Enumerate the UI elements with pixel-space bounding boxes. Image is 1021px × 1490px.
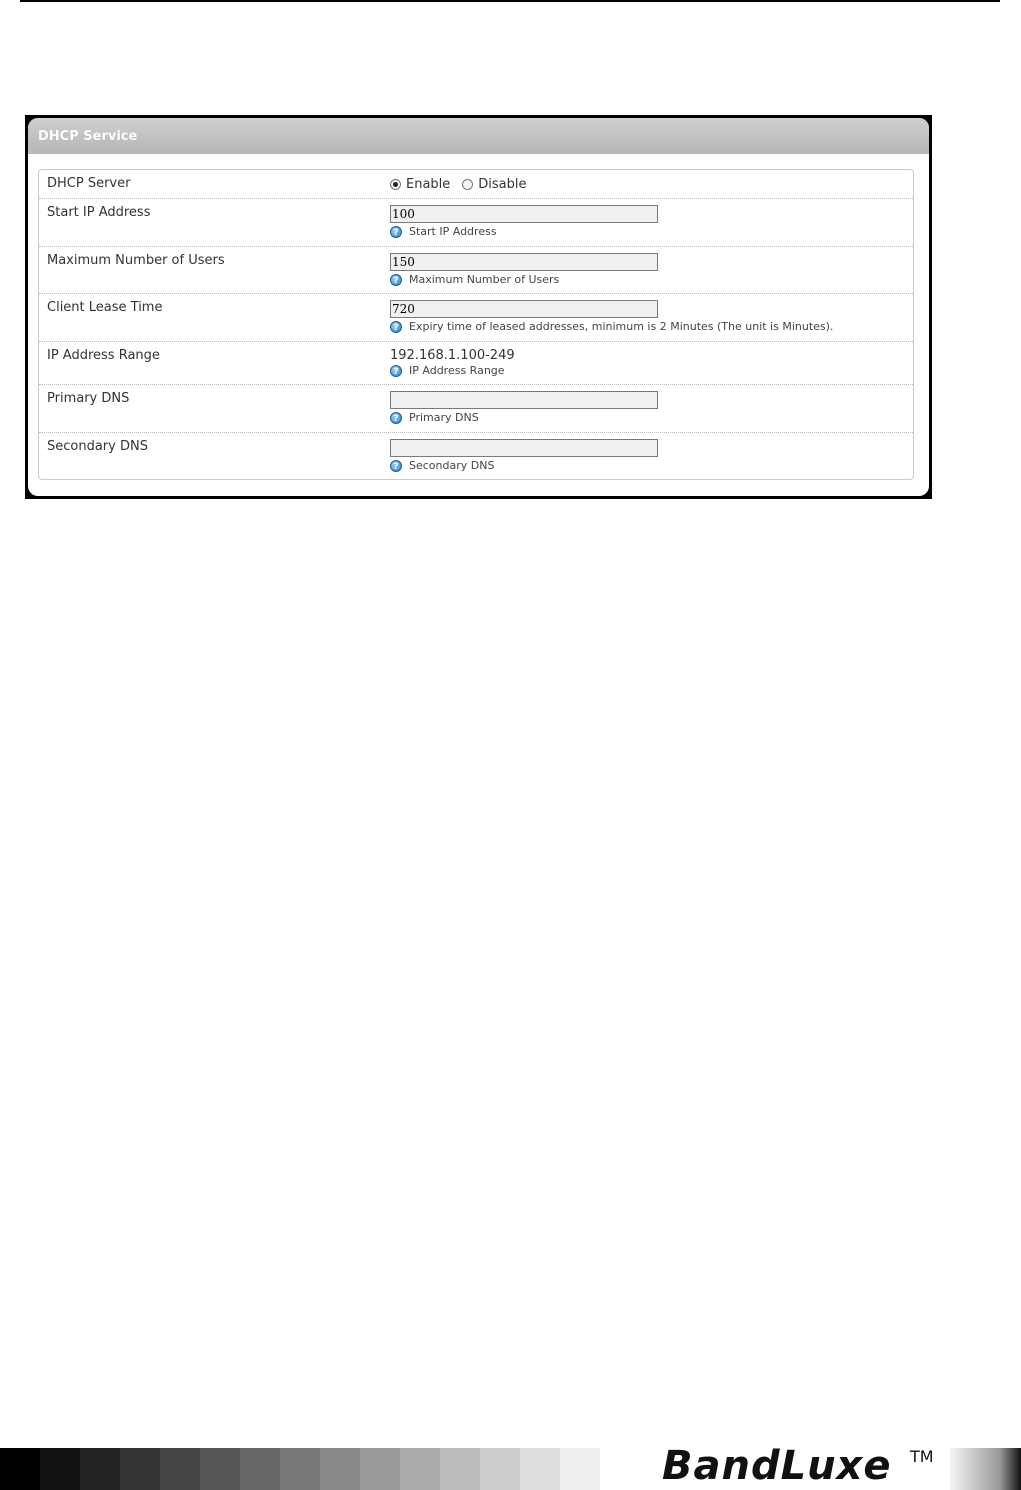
- primary-dns-input[interactable]: [390, 391, 658, 409]
- row-start-ip: [39, 199, 913, 247]
- help-icon: ?: [390, 226, 402, 238]
- dhcp-service-panel: [28, 118, 929, 496]
- secondary-dns-hint: [390, 459, 658, 472]
- primary-dns-hint: [390, 411, 658, 424]
- footer-gray-step: [80, 1448, 120, 1490]
- footer-gray-bar: [0, 1448, 600, 1490]
- row-lease-time: [39, 294, 913, 342]
- ip-range-label: IP Address Range: [47, 348, 160, 363]
- start-ip-value: [390, 205, 658, 238]
- screenshot-frame: [25, 115, 932, 499]
- dhcp-enable-label[interactable]: Enable: [406, 177, 451, 192]
- row-primary-dns: [39, 385, 913, 433]
- footer-gray-step: [400, 1448, 440, 1490]
- help-icon: ?: [390, 321, 402, 333]
- ip-range-text: 192.168.1.100-249: [390, 348, 515, 363]
- row-ip-range: [39, 342, 913, 385]
- lease-time-value: [390, 300, 833, 333]
- footer-gray-step: [240, 1448, 280, 1490]
- secondary-dns-input[interactable]: [390, 439, 658, 457]
- help-icon: ?: [390, 365, 402, 377]
- brand-trademark: TM: [910, 1447, 934, 1466]
- secondary-dns-hint-text: Secondary DNS: [409, 459, 495, 472]
- max-users-label: Maximum Number of Users: [47, 253, 225, 268]
- footer-gray-step: [560, 1448, 600, 1490]
- footer-gray-step: [360, 1448, 400, 1490]
- dhcp-server-radio-group: [390, 177, 539, 192]
- footer-gray-step: [40, 1448, 80, 1490]
- lease-time-hint: [390, 320, 833, 333]
- dhcp-disable-radio[interactable]: [462, 179, 473, 190]
- row-max-users: [39, 247, 913, 294]
- start-ip-hint: [390, 225, 658, 238]
- help-icon: ?: [390, 412, 402, 424]
- secondary-dns-value: [390, 439, 658, 472]
- primary-dns-label: Primary DNS: [47, 391, 130, 406]
- footer-gray-step: [320, 1448, 360, 1490]
- footer-gray-step: [520, 1448, 560, 1490]
- footer-gray-step: [0, 1448, 40, 1490]
- footer-gray-step: [440, 1448, 480, 1490]
- primary-dns-hint-text: Primary DNS: [409, 411, 479, 424]
- brand-logo: BandLuxe: [662, 1443, 892, 1489]
- footer-gray-step: [200, 1448, 240, 1490]
- lease-time-label: Client Lease Time: [47, 300, 163, 315]
- ip-range-hint: [390, 364, 515, 377]
- start-ip-hint-text: Start IP Address: [409, 225, 497, 238]
- footer-gradient-strip: [950, 1448, 1021, 1490]
- help-icon: ?: [390, 274, 402, 286]
- panel-title: DHCP Service: [28, 118, 929, 154]
- secondary-dns-label: Secondary DNS: [47, 439, 148, 454]
- ip-range-hint-text: IP Address Range: [409, 364, 505, 377]
- dhcp-server-label: DHCP Server: [47, 176, 131, 191]
- dhcp-enable-radio[interactable]: [390, 179, 401, 190]
- footer-gray-step: [280, 1448, 320, 1490]
- settings-table: [38, 169, 914, 480]
- dhcp-disable-label[interactable]: Disable: [478, 177, 527, 192]
- lease-time-hint-text: Expiry time of leased addresses, minimum is 2 Minutes (The unit is Minutes).: [409, 320, 834, 333]
- primary-dns-value: [390, 391, 658, 424]
- help-icon: ?: [390, 460, 402, 472]
- start-ip-input[interactable]: [390, 205, 658, 223]
- footer-gray-step: [480, 1448, 520, 1490]
- ip-range-value: [390, 348, 515, 377]
- top-rule: [20, 0, 1000, 2]
- max-users-hint-text: Maximum Number of Users: [409, 273, 560, 286]
- footer-gray-step: [120, 1448, 160, 1490]
- max-users-value: [390, 253, 658, 286]
- row-dhcp-server: [39, 170, 913, 199]
- lease-time-input[interactable]: [390, 300, 658, 318]
- start-ip-label: Start IP Address: [47, 205, 151, 220]
- row-secondary-dns: [39, 433, 913, 481]
- max-users-hint: [390, 273, 658, 286]
- max-users-input[interactable]: [390, 253, 658, 271]
- footer-gray-step: [160, 1448, 200, 1490]
